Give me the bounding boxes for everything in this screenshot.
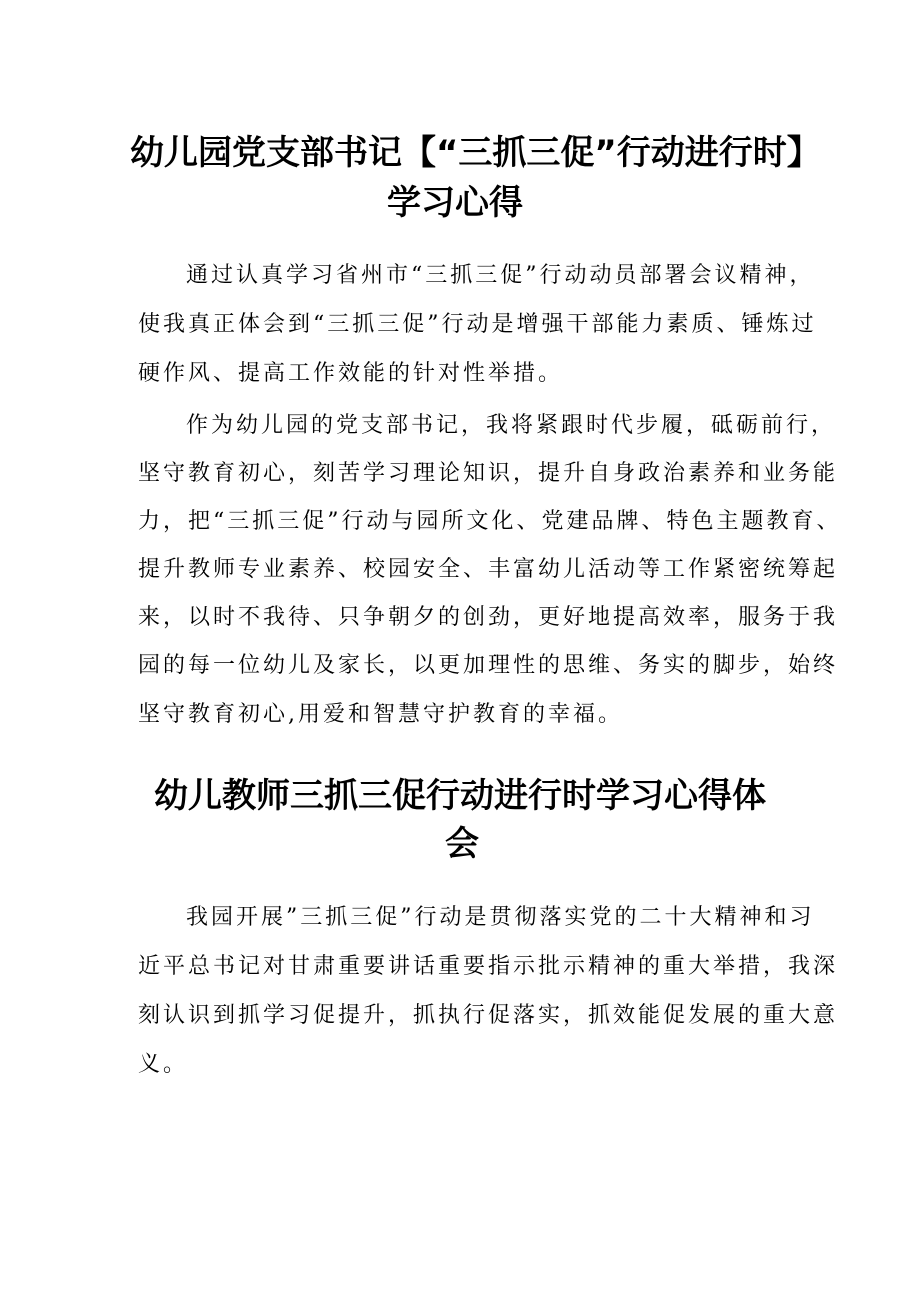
doc1-p2-line4: 提升教师专业素养、校园安全、丰富幼儿活动等工作紧密统筹起 (138, 557, 839, 582)
doc2-p1-line3: 刻认识到抓学习促提升，抓执行促落实，抓效能促发展的重大意 (138, 1003, 839, 1028)
doc1-p2-line7: 坚守教育初心,用爱和智慧守护教育的幸福。 (138, 702, 623, 727)
doc1-title-line2: 学习心得 (387, 183, 523, 223)
doc2-title-line2: 会 (445, 824, 479, 864)
doc1-p2-line1: 作为幼儿园的党支部书记，我将紧跟时代步履，砥砺前行， (186, 413, 837, 438)
doc1-p1-line3: 硬作风、提高工作效能的针对性举措。 (138, 361, 564, 386)
doc2-title-line1: 幼儿教师三抓三促行动进行时学习心得体 (154, 776, 766, 816)
doc2-p1-line2: 近平总书记对甘肃重要讲话重要指示批示精神的重大举措，我深 (138, 954, 839, 979)
doc2-p1-line4: 义。 (138, 1052, 189, 1077)
doc1-p2-line2: 坚守教育初心，刻苦学习理论知识，提升自身政治素养和业务能 (138, 461, 839, 486)
doc1-p1-line1: 通过认真学习省州市“三抓三促”行动动员部署会议精神， (186, 263, 815, 288)
doc1-p2-line6: 园的每一位幼儿及家长，以更加理性的思维、务实的脚步，始终 (138, 653, 839, 678)
doc1-p1-line2: 使我真正体会到“三抓三促”行动是增强干部能力素质、锤炼过 (138, 312, 817, 337)
doc1-p2-line3: 力，把“三抓三促”行动与园所文化、党建品牌、特色主题教育、 (138, 509, 842, 534)
doc1-title-line1: 幼儿园党支部书记【“三抓三促”行动进行时】 (130, 133, 821, 173)
doc1-p2-line5: 来，以时不我待、只争朝夕的创劲，更好地提高效率，服务于我 (138, 605, 839, 630)
doc2-p1-line1: 我园开展”三抓三促”行动是贯彻落实党的二十大精神和习 (186, 905, 815, 930)
